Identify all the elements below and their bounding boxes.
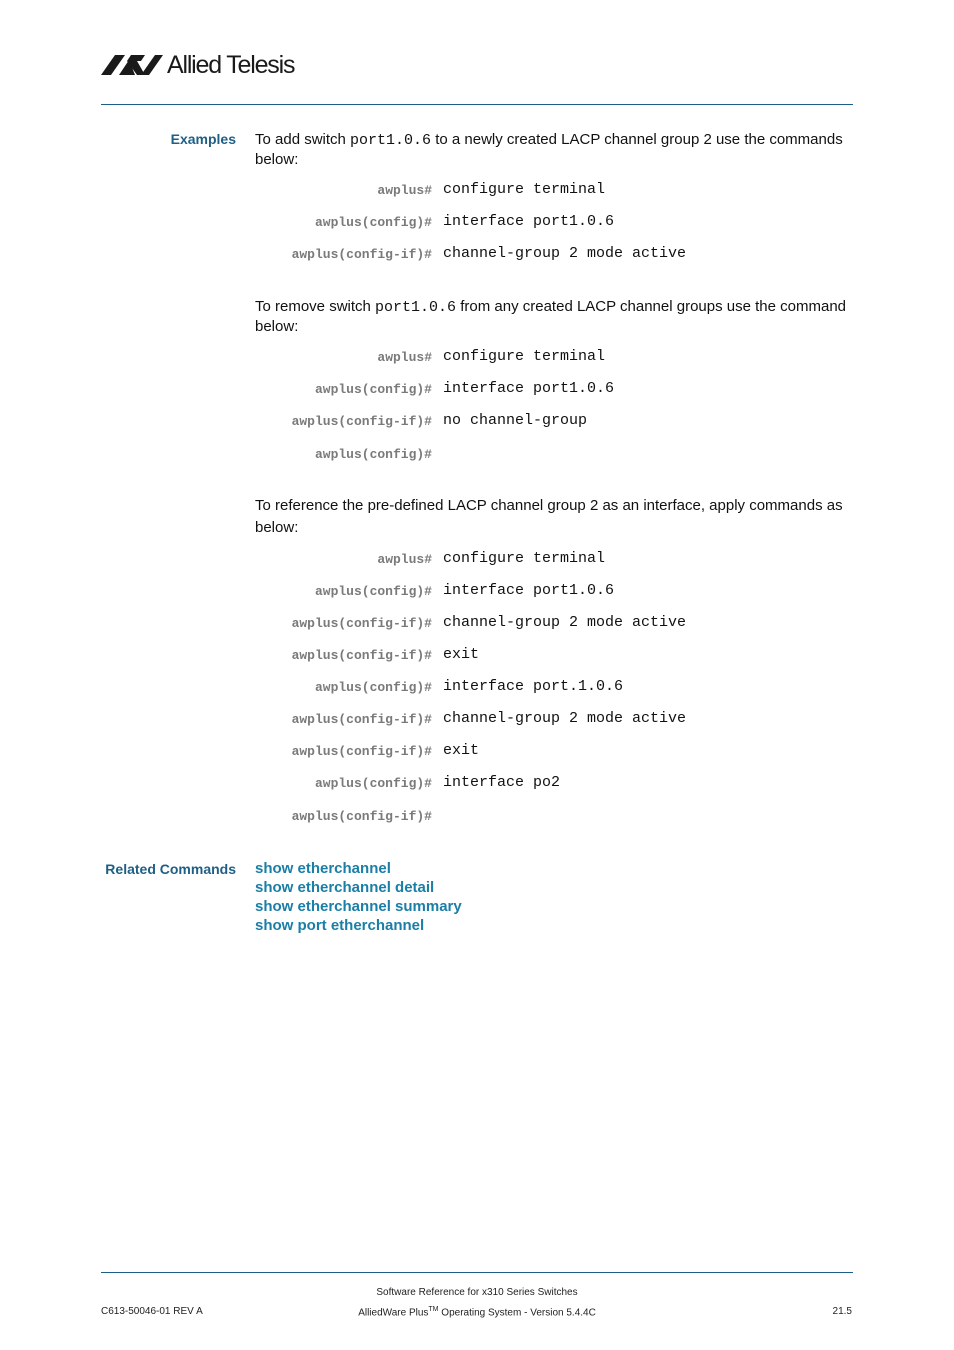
cli-prompt: awplus# [377, 552, 432, 567]
code-line [0, 181, 954, 201]
code-line [0, 646, 954, 666]
footer-page-number: 21.5 [832, 1306, 852, 1317]
inline-code: port1.0.6 [350, 132, 432, 149]
code-line [0, 445, 954, 465]
cli-command: exit [443, 646, 480, 663]
cli-command: channel-group 2 mode active [443, 710, 687, 727]
cli-prompt: awplus(config-if)# [291, 809, 432, 824]
cli-prompt: awplus(config)# [314, 447, 432, 462]
cli-prompt: awplus# [377, 183, 432, 198]
footer-rule [101, 1272, 853, 1273]
code-line [0, 742, 954, 762]
related-link-show-etherchannel-summary[interactable]: show etherchannel summary [255, 898, 462, 915]
footer-doc-id: C613-50046-01 REV A [101, 1306, 203, 1317]
inline-code: port1.0.6 [375, 299, 457, 316]
related-link-show-port-etherchannel[interactable]: show port etherchannel [255, 917, 425, 934]
cli-command: no channel-group [443, 412, 588, 429]
allied-telesis-logo [101, 52, 294, 78]
related-commands-list [255, 859, 462, 935]
logo-mark-icon [101, 55, 163, 75]
cli-command: configure terminal [443, 550, 606, 567]
cli-command: interface port.1.0.6 [443, 678, 624, 695]
cli-prompt: awplus# [377, 350, 432, 365]
cli-prompt: awplus(config-if)# [291, 648, 432, 663]
code-line [0, 614, 954, 634]
example1-intro: To add switch port1.0.6 to a newly created LACP channel group 2 use the commands below: [255, 131, 843, 168]
cli-prompt: awplus(config-if)# [291, 744, 432, 759]
example2-intro: To remove switch port1.0.6 from any created LACP channel groups use the command below: [255, 298, 847, 335]
related-commands-heading: Related Commands [105, 861, 236, 877]
footer-os-version: AlliedWare Plus™ Operating System - Version 5.4.4C [358, 1306, 596, 1319]
cli-prompt: awplus(config-if)# [291, 616, 432, 631]
cli-command: configure terminal [443, 181, 606, 198]
cli-prompt: awplus(config)# [314, 215, 432, 230]
cli-prompt: awplus(config)# [314, 776, 432, 791]
cli-prompt: awplus(config-if)# [291, 414, 432, 429]
cli-command: interface port1.0.6 [443, 213, 615, 230]
code-line [0, 380, 954, 400]
header-rule [101, 104, 853, 105]
example3-intro: To reference the pre-defined LACP channel group 2 as an interface, apply commands as below: [255, 497, 843, 536]
cli-command: exit [443, 742, 480, 759]
cli-prompt: awplus(config)# [314, 680, 432, 695]
code-line [0, 213, 954, 233]
code-line [0, 807, 954, 827]
cli-command: configure terminal [443, 348, 606, 365]
code-line [0, 245, 954, 265]
cli-prompt: awplus(config)# [314, 382, 432, 397]
code-line [0, 774, 954, 794]
code-line [0, 710, 954, 730]
related-link-show-etherchannel-detail[interactable]: show etherchannel detail [255, 879, 435, 896]
cli-prompt: awplus(config-if)# [291, 712, 432, 727]
cli-prompt: awplus(config)# [314, 584, 432, 599]
cli-command: interface po2 [443, 774, 561, 791]
related-link-show-etherchannel[interactable]: show etherchannel [255, 860, 391, 877]
cli-prompt: awplus(config-if)# [291, 247, 432, 262]
code-line [0, 348, 954, 368]
code-line [0, 582, 954, 602]
cli-command: interface port1.0.6 [443, 582, 615, 599]
code-line [0, 412, 954, 432]
footer-title: Software Reference for x310 Series Switches [376, 1287, 578, 1298]
cli-command: interface port1.0.6 [443, 380, 615, 397]
cli-command: channel-group 2 mode active [443, 614, 687, 631]
code-line [0, 678, 954, 698]
cli-command: channel-group 2 mode active [443, 245, 687, 262]
code-line [0, 550, 954, 570]
brand-wordmark: Allied Telesis [167, 51, 295, 79]
examples-heading: Examples [170, 131, 236, 147]
